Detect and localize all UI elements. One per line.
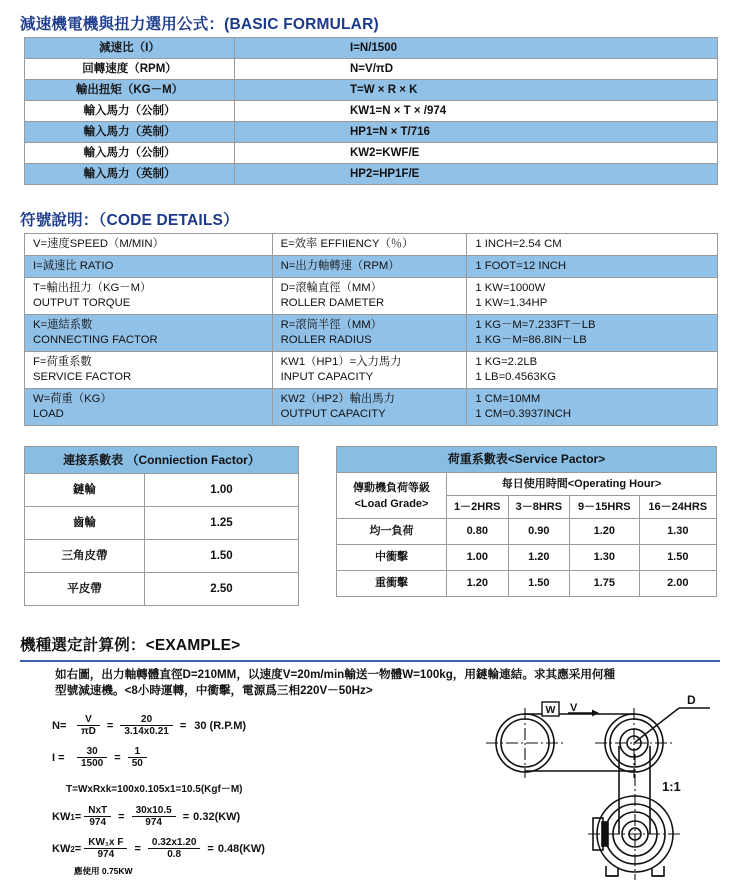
conversion-line-1: 1 CM=10MM — [475, 393, 541, 405]
conversion-line-2: 1 KG－M=86.8IN－LB — [475, 334, 587, 346]
formula-value: I=N/1500 — [235, 38, 718, 59]
equation-kw1-lead: KW — [52, 811, 71, 823]
hour-column-header: 3－8HRS — [508, 496, 570, 519]
connection-value: 1.00 — [145, 474, 299, 507]
basic-formula-table — [24, 37, 718, 185]
table-row — [25, 101, 718, 122]
table-row — [25, 573, 299, 606]
service-factor-value: 2.00 — [639, 571, 716, 597]
ratio-label: 1:1 — [662, 779, 681, 794]
service-factor-value: 1.30 — [570, 545, 639, 571]
hour-column-header: 16－24HRS — [639, 496, 716, 519]
formula-label: 回轉速度（RPM） — [25, 59, 235, 80]
formula-value: KW1=N × T × /974 — [235, 101, 718, 122]
hour-column-header: 9－15HRS — [570, 496, 639, 519]
denominator: 0.8 — [148, 848, 201, 861]
service-factor-value: 1.20 — [570, 519, 639, 545]
connection-value: 1.25 — [145, 507, 299, 540]
formula-label: 輸入馬力（英制） — [25, 164, 235, 185]
service-factor-value: 1.20 — [508, 545, 570, 571]
code-symbol-cell — [25, 315, 273, 352]
equation-i-lead: I = — [52, 752, 65, 764]
equation-kw1-fraction-1 — [84, 805, 111, 829]
equation-n-lead: N= — [52, 720, 67, 732]
denominator: 974 — [84, 848, 127, 861]
conveyor-diagram — [466, 694, 736, 890]
formula-value: N=V/πD — [235, 59, 718, 80]
conversion-line-1: 1 INCH=2.54 CM — [475, 238, 562, 250]
code-line-2: SERVICE FACTOR — [33, 371, 132, 383]
conversion-line-2: 1 LB=0.4563KG — [475, 371, 557, 383]
equals-sign-2: = — [179, 720, 187, 732]
service-factor-table — [336, 446, 717, 597]
conversion-line-1: 1 FOOT=12 INCH — [475, 260, 567, 272]
table-row — [25, 59, 718, 80]
code-line-1: I=減速比 RATIO — [33, 260, 114, 272]
numerator: 1 — [134, 746, 141, 757]
numerator: 0.32x1.20 — [151, 837, 197, 848]
example-description-line1: 如右圖，出力軸轉體直徑D=210MM，以速度V=20m/min輸送一物體W=100kg，用鏈輪連結。求其應采用何種 — [55, 668, 616, 681]
load-grade-header-line2: <Load Grade> — [354, 497, 429, 510]
unit-conversion-cell — [467, 234, 718, 256]
unit-conversion-cell — [467, 352, 718, 389]
example-divider — [20, 660, 720, 662]
code-line-2: CONNECTING FACTOR — [33, 334, 158, 346]
table-row — [25, 256, 718, 278]
velocity-label: V — [570, 702, 578, 714]
equation-kw1-result: 0.32(KW) — [193, 811, 241, 823]
code-line-2: ROLLER RADIUS — [280, 334, 372, 346]
service-factor-caption: 荷重系數表<Service Pactor> — [337, 447, 717, 473]
code-line-2: LOAD — [33, 408, 64, 420]
formula-value: HP2=HP1F/E — [235, 164, 718, 185]
code-symbol-cell — [25, 389, 273, 426]
conveyor-diagram-svg — [466, 694, 736, 890]
denominator: 974 — [132, 816, 176, 829]
equals-sign-1: = — [114, 752, 121, 764]
connection-value: 2.50 — [145, 573, 299, 606]
unit-conversion-cell — [467, 315, 718, 352]
velocity-arrowhead — [592, 710, 599, 717]
centerlines — [486, 708, 682, 880]
unit-conversion-cell — [467, 389, 718, 426]
table-row — [337, 447, 717, 473]
equation-kw1 — [52, 805, 265, 829]
table-row — [25, 234, 718, 256]
table-row — [337, 519, 717, 545]
table-row — [25, 507, 299, 540]
denominator: 974 — [84, 816, 111, 829]
code-symbol-cell — [272, 234, 467, 256]
code-symbol-cell — [272, 278, 467, 315]
code-symbol-cell — [25, 234, 273, 256]
load-grade-label: 均一負荷 — [337, 519, 447, 545]
hour-column-header: 1－2HRS — [447, 496, 509, 519]
equation-kw2-fraction-1 — [84, 837, 127, 861]
code-line-2: OUTPUT TORQUE — [33, 297, 131, 309]
service-factor-value: 1.50 — [639, 545, 716, 571]
service-factor-value: 1.75 — [570, 571, 639, 597]
table-row — [25, 80, 718, 101]
load-grade-label: 中衝擊 — [337, 545, 447, 571]
d-leader-diagonal — [634, 708, 679, 743]
table-row — [25, 352, 718, 389]
formula-label: 減速比（I） — [25, 38, 235, 59]
denominator: 1500 — [77, 757, 107, 770]
equation-kw2-subscript: 2 — [70, 844, 75, 854]
table-row — [25, 474, 299, 507]
formula-label: 輸入馬力（公制） — [25, 143, 235, 164]
table-row — [25, 122, 718, 143]
equation-kw2 — [52, 837, 265, 861]
equation-kw2-lead: KW — [52, 843, 71, 855]
load-grade-header — [337, 473, 447, 519]
code-symbol-cell — [272, 256, 467, 278]
code-line-1: KW1（HP1）=入力馬力 — [280, 356, 402, 368]
code-line-1: W=荷重（KG） — [33, 393, 112, 405]
table-row — [337, 571, 717, 597]
equals-sign-1: = — [118, 811, 125, 823]
diameter-label: D — [687, 694, 696, 707]
code-line-1: V=速度SPEED（M/MIN） — [33, 238, 164, 250]
code-line-2: ROLLER DAMETER — [280, 297, 385, 309]
code-symbol-cell — [272, 315, 467, 352]
service-factor-value: 1.00 — [447, 545, 509, 571]
table-row — [25, 540, 299, 573]
load-grade-label: 重衝擊 — [337, 571, 447, 597]
code-line-1: F=荷重系數 — [33, 356, 92, 368]
table-row — [337, 473, 717, 496]
code-symbol-cell — [25, 278, 273, 315]
code-line-1: D=滾輪直徑（MM） — [280, 282, 382, 294]
service-factor-value: 0.80 — [447, 519, 509, 545]
table-row — [25, 389, 718, 426]
connection-type: 鏈輪 — [25, 474, 145, 507]
code-line-1: R=滾筒半徑（MM） — [280, 319, 382, 331]
table-row — [337, 545, 717, 571]
connection-factor-table — [24, 446, 299, 606]
code-line-2: INPUT CAPACITY — [280, 371, 374, 383]
formula-label: 輸入馬力（英制） — [25, 122, 235, 143]
code-symbol-cell — [25, 352, 273, 389]
table-row — [25, 315, 718, 352]
denominator: 3.14x0.21 — [120, 725, 173, 738]
code-line-1: T=輸出扭力（KG－M） — [33, 282, 152, 294]
numerator: 20 — [141, 714, 153, 725]
connection-factor-caption: 連接系數表 （Conniection Factor） — [25, 447, 299, 474]
formula-value: KW2=KWF/E — [235, 143, 718, 164]
code-line-1: E=效率 EFFIIENCY（％） — [280, 238, 414, 250]
denominator: πD — [77, 725, 100, 738]
equation-kw2-equals: = — [74, 843, 82, 855]
code-line-1: KW2（HP2）輸出馬力 — [280, 393, 395, 405]
code-symbol-cell — [272, 352, 467, 389]
equation-kw2-fraction-2 — [148, 837, 201, 861]
conversion-line-1: 1 KW=1000W — [475, 282, 546, 294]
service-factor-value: 0.90 — [508, 519, 570, 545]
equation-n-fraction-1 — [77, 714, 100, 738]
equation-kw1-fraction-2 — [132, 805, 176, 829]
unit-conversion-cell — [467, 278, 718, 315]
recommendation-note: 應使用 0.75KW — [74, 866, 133, 876]
code-details-section — [20, 208, 239, 230]
numerator: 30x10.5 — [135, 805, 172, 816]
equation-kw1-equals: = — [74, 811, 82, 823]
equation-kw1-subscript: 1 — [70, 812, 75, 822]
formula-value: T=W × R × K — [235, 80, 718, 101]
numerator: V — [85, 714, 92, 725]
load-grade-header-line1: 傳動機負荷等級 — [353, 481, 430, 494]
operating-hour-header: 每日使用時間<Operating Hour> — [447, 473, 717, 496]
code-details-title: 符號說明：（CODE DETAILS） — [20, 212, 239, 229]
connection-type: 三角皮帶 — [25, 540, 145, 573]
unit-conversion-cell — [467, 256, 718, 278]
equals-sign-2: = — [182, 811, 190, 823]
equation-n-result: 30 (R.P.M) — [194, 720, 247, 732]
code-line-2: OUTPUT CAPACITY — [280, 408, 386, 420]
formula-label: 輸出扭矩（KG－M） — [25, 80, 235, 101]
numerator: 30 — [86, 746, 98, 757]
table-row — [25, 447, 299, 474]
equation-i — [52, 746, 265, 770]
equals-sign-1: = — [134, 843, 141, 855]
basic-formula-title: 減速機電機與扭力選用公式：(BASIC FORMULAR) — [20, 16, 379, 33]
table-row — [25, 278, 718, 315]
formula-label: 輸入馬力（公制） — [25, 101, 235, 122]
conversion-line-2: 1 CM=0.3937INCH — [475, 408, 572, 420]
equals-sign-2: = — [207, 843, 214, 855]
equation-n — [52, 714, 265, 738]
basic-formula-tbody — [25, 38, 718, 185]
service-factor-value: 1.50 — [508, 571, 570, 597]
conversion-line-2: 1 KW=1.34HP — [475, 297, 548, 309]
numerator: NxT — [88, 805, 108, 816]
conversion-line-1: 1 KG=2.2LB — [475, 356, 538, 368]
equation-n-fraction-2 — [120, 714, 173, 738]
numerator: KW₁x F — [88, 837, 124, 848]
connection-value: 1.50 — [145, 540, 299, 573]
formula-value: HP1=N × T/716 — [235, 122, 718, 143]
code-line-1: K=連結系數 — [33, 319, 93, 331]
equation-i-fraction-1 — [77, 746, 107, 770]
conversion-line-1: 1 KG－M=7.233FT－LB — [475, 319, 596, 331]
example-equations — [52, 714, 265, 877]
connection-type: 齒輪 — [25, 507, 145, 540]
code-details-table — [24, 233, 718, 426]
connection-type: 平皮帶 — [25, 573, 145, 606]
example-title: 機種選定計算例：<EXAMPLE> — [20, 637, 241, 654]
table-row — [25, 38, 718, 59]
equation-i-fraction-2 — [128, 746, 147, 770]
table-row — [25, 164, 718, 185]
equals-sign-1: = — [106, 720, 114, 732]
code-line-1: N=出力軸轉速（RPM） — [280, 260, 400, 272]
equation-kw2-result: 0.48(KW) — [217, 843, 265, 855]
equation-torque: T=WxRxk=100x0.105x1=10.5(Kgf－M) — [66, 784, 243, 795]
example-description-line2: 型號減速機。<8小時運轉，中衝擊，電源爲三相220V－50Hz> — [55, 684, 373, 697]
table-row — [25, 143, 718, 164]
d-leader — [634, 708, 710, 743]
basic-formula-section — [20, 12, 379, 34]
service-factor-value: 1.30 — [639, 519, 716, 545]
service-factor-value: 1.20 — [447, 571, 509, 597]
denominator: 50 — [128, 757, 147, 770]
code-symbol-cell — [272, 389, 467, 426]
example-section — [20, 633, 720, 662]
load-label: W — [545, 704, 556, 716]
code-symbol-cell — [25, 256, 273, 278]
